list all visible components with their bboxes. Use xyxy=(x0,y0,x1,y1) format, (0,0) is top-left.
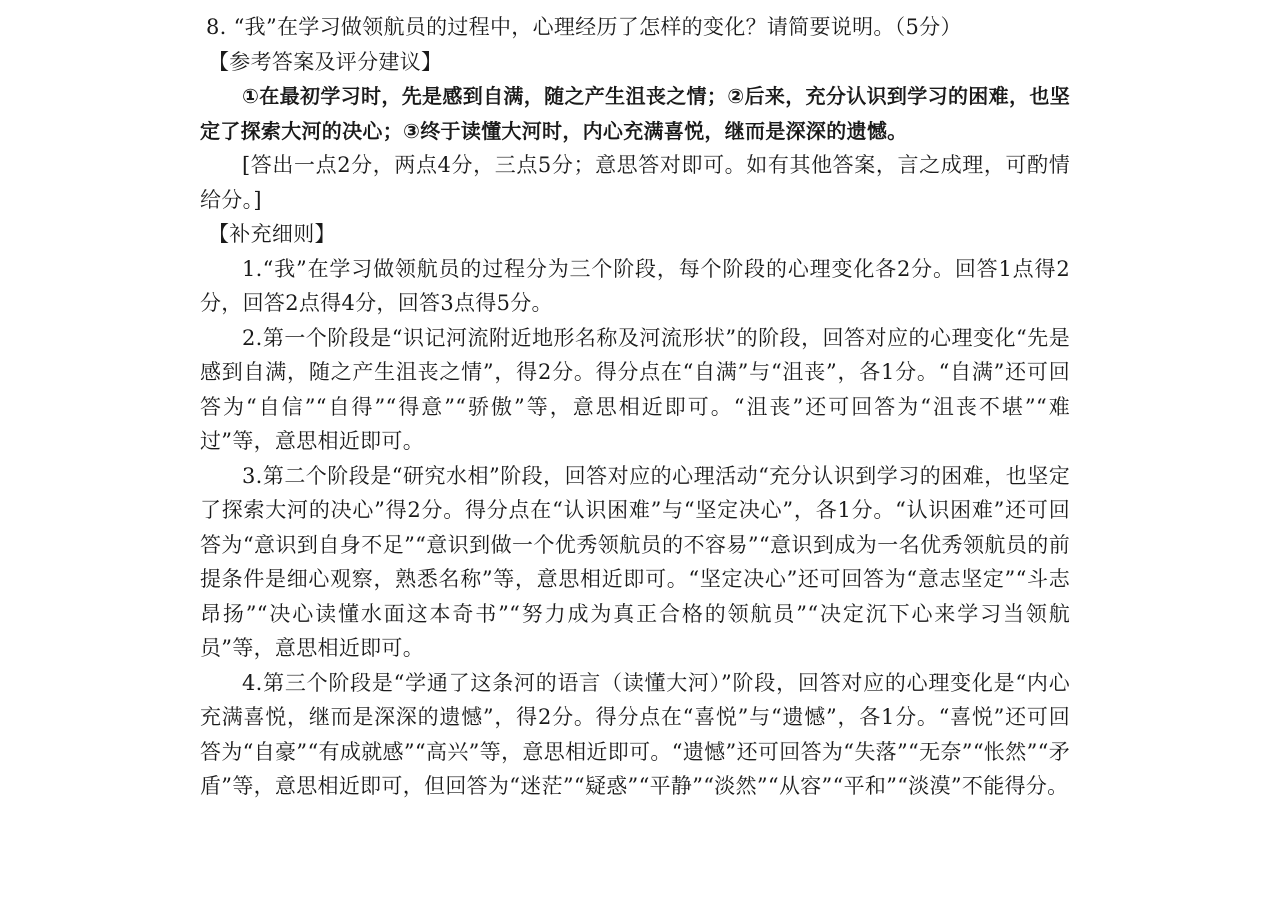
question-text: 8. “我”在学习做领航员的过程中，心理经历了怎样的变化？请简要说明。（5分） xyxy=(206,15,962,39)
supplement-rule-2: 2.第一个阶段是“识记河流附近地形名称及河流形状”的阶段，回答对应的心理变化“先是感到自满，随之产生沮丧之情”，得2分。得分点在“自满”与“沮丧”，各1分。“自满”还可回答为“自信”“自得”“得意”“骄傲”等，意思相近即可。“沮丧”还可回答为“沮丧不堪”“难过”等，意思相近即可。 xyxy=(200,325,1070,453)
reference-answer-text: ①在最初学习时，先是感到自满，随之产生沮丧之情；②后来，充分认识到学习的困难，也坚定了探索大河的决心；③终于读懂大河时，内心充满喜悦，继而是深深的遗憾。 xyxy=(200,84,1070,143)
supplement-rule-1: 1.“我”在学习做领航员的过程分为三个阶段，每个阶段的心理变化各2分。回答1点得2分，回答2点得4分，回答3点得5分。 xyxy=(200,256,1070,315)
supplement-rule-3: 3.第二个阶段是“研究水相”阶段，回答对应的心理活动“充分认识到学习的困难，也坚定了探索大河的决心”得2分。得分点在“认识困难”与“坚定决心”，各1分。“认识困难”还可回答为“意识到自身不足”“意识到做一个优秀领航员的不容易”“意识到成为一名优秀领航员的前提条件是细心观察，熟悉名称”等，意思相近即可。“坚定决心”还可回答为“意志坚定”“斗志昂扬”“决心读懂水面这本奇书”“努力成为真正合格的领航员”“决定沉下心来学习当领航员”等，意思相近即可。 xyxy=(200,463,1070,660)
document-page xyxy=(200,10,1070,804)
supplement-rules-heading: 【补充细则】 xyxy=(208,222,336,246)
supplement-rules-list xyxy=(200,252,1070,804)
scoring-suggestion: [答出一点2分，两点4分，三点5分；意思答对即可。如有其他答案，言之成理，可酌情给分。] xyxy=(200,153,1070,212)
supplement-rule-4: 4.第三个阶段是“学通了这条河的语言（读懂大河）”阶段，回答对应的心理变化是“内心充满喜悦，继而是深深的遗憾”，得2分。得分点在“喜悦”与“遗憾”，各1分。“喜悦”还可回答为“自豪”“有成就感”“高兴”等，意思相近即可。“遗憾”还可回答为“失落”“无奈”“怅然”“矛盾”等，意思相近即可，但回答为“迷茫”“疑惑”“平静”“淡然”“从容”“平和”“淡漠”不能得分。 xyxy=(200,670,1070,798)
reference-answer-heading: 【参考答案及评分建议】 xyxy=(208,49,443,74)
